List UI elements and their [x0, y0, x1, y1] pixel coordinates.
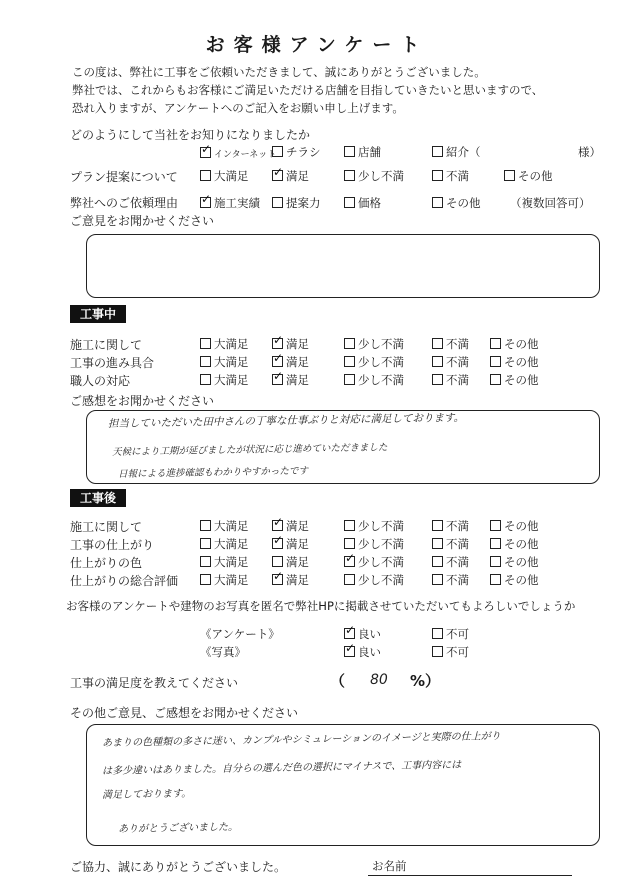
source-internet[interactable]: ✓インターネット [200, 146, 276, 160]
option-label: 少し不満 [358, 373, 404, 387]
option-label: 大満足 [214, 555, 249, 569]
plan-very-satisfied[interactable]: 大満足 [200, 168, 249, 184]
publish-label: お客様のアンケートや建物のお写真を匿名で弊社HPに掲載させていただいてもよろしいでしょうか [66, 599, 576, 613]
name-underline[interactable] [368, 875, 572, 876]
checkbox-icon [344, 374, 355, 385]
checkbox-icon [504, 170, 515, 181]
other-comment-line-1: あまりの色種類の多さに迷い、カンプルやシミュレーションのイメージと実際の仕上がり [101, 731, 501, 749]
plan-unsatisfied[interactable]: 不満 [432, 168, 469, 184]
option-label: 不満 [446, 373, 469, 387]
checkbox-icon [344, 146, 355, 157]
checkbox-icon [490, 538, 501, 549]
checkbox-icon [490, 338, 501, 349]
reason-other[interactable]: その他 [432, 195, 481, 211]
option-label: その他 [504, 519, 539, 533]
during-satisfied-option[interactable] [272, 336, 309, 352]
option-label: 少し不満 [358, 537, 404, 551]
after-other-option[interactable] [490, 554, 539, 570]
during-satisfied-option[interactable] [272, 354, 309, 370]
option-label: その他 [504, 573, 539, 587]
opinion1-label: ご意見をお聞かせください [70, 214, 215, 228]
checkbox-icon [200, 170, 211, 181]
plan-other[interactable]: その他 [504, 168, 553, 184]
during-row-label: 施工に関して [70, 338, 143, 352]
checkbox-icon [272, 574, 283, 585]
section-during: 工事中 [70, 305, 126, 323]
after-satisfied-option[interactable] [272, 572, 309, 588]
option-label: 満足 [286, 519, 309, 533]
checkbox-icon [490, 374, 501, 385]
after-row-label: 工事の仕上がり [70, 538, 155, 552]
after-other-option[interactable] [490, 536, 539, 552]
option-label: 少し不満 [358, 555, 404, 569]
option-label: 満足 [286, 537, 309, 551]
checkbox-icon [344, 574, 355, 585]
during-row-label: 工事の進み具合 [70, 356, 155, 370]
source-referral-suffix: 様） [578, 145, 601, 159]
during-very-satisfied-option[interactable] [200, 354, 249, 370]
checkbox-icon [200, 520, 211, 531]
checkbox-icon [432, 356, 443, 367]
publish-survey-label: 《アンケート》 [200, 627, 280, 641]
checkbox-icon [432, 646, 443, 657]
publish-photo-ng[interactable]: 不可 [432, 644, 469, 660]
checkbox-icon [200, 147, 211, 158]
source-flyer[interactable]: チラシ [272, 144, 321, 160]
checkbox-icon [490, 574, 501, 585]
satisfaction-value[interactable]: 80 [369, 671, 388, 688]
q-source-label: どのようにして当社をお知りになりましたか [70, 128, 311, 142]
plan-satisfied[interactable]: ✓ 満足 [272, 168, 309, 184]
checkbox-icon [200, 538, 211, 549]
option-label: その他 [504, 337, 539, 351]
after-unsatisfied-option[interactable] [432, 518, 469, 534]
other-comment-line-2: は多少違いはありました。自分らの選んだ色の選択にマイナスで、工事内容には [101, 759, 462, 777]
checkbox-icon [272, 374, 283, 385]
after-very-satisfied-option[interactable] [200, 572, 249, 588]
reason-proposal[interactable]: 提案力 [272, 195, 321, 211]
option-label: 大満足 [214, 373, 249, 387]
during-slightly-unsatisfied-option[interactable] [344, 354, 404, 370]
during-other-option[interactable] [490, 372, 539, 388]
checkbox-icon [344, 646, 355, 657]
checkbox-icon [272, 538, 283, 549]
option-label: 不満 [446, 519, 469, 533]
option-label: 大満足 [214, 573, 249, 587]
checkbox-icon [490, 520, 501, 531]
during-slightly-unsatisfied-option[interactable] [344, 336, 404, 352]
after-very-satisfied-option[interactable] [200, 518, 249, 534]
after-very-satisfied-option[interactable] [200, 536, 249, 552]
checkbox-icon [432, 628, 443, 639]
option-label: 不満 [446, 355, 469, 369]
option-label: 大満足 [214, 337, 249, 351]
option-label: 不満 [446, 537, 469, 551]
satisfaction-unit: %） [410, 672, 441, 690]
reason-multiple-note: （複数回答可） [510, 196, 591, 210]
checkbox-icon [432, 556, 443, 567]
checkbox-icon [200, 197, 211, 208]
checkbox-icon [432, 538, 443, 549]
during-unsatisfied-option[interactable] [432, 372, 469, 388]
checkbox-icon [432, 146, 443, 157]
after-satisfied-option[interactable] [272, 536, 309, 552]
after-other-option[interactable] [490, 518, 539, 534]
option-label: 少し不満 [358, 337, 404, 351]
option-label: 不満 [446, 555, 469, 569]
checkbox-icon [344, 628, 355, 639]
during-satisfied-option[interactable] [272, 372, 309, 388]
q-plan-label: プラン提案について [70, 170, 178, 184]
during-comment-line-1: 担当していただいた田中さんの丁寧な仕事ぶりと対応に満足しております。 [107, 411, 465, 430]
option-label: 満足 [286, 355, 309, 369]
checkbox-icon [432, 338, 443, 349]
publish-photo-label: 《写真》 [200, 645, 246, 659]
after-slightly-unsatisfied-option[interactable] [344, 554, 404, 570]
satisfaction-open: （ [330, 672, 346, 690]
option-label: 満足 [286, 337, 309, 351]
reason-price[interactable]: 価格 [344, 195, 381, 211]
checkbox-icon [344, 556, 355, 567]
checkbox-icon [272, 170, 283, 181]
publish-survey-ng[interactable]: 不可 [432, 626, 469, 642]
after-row-label: 仕上がりの総合評価 [70, 574, 179, 588]
option-label: その他 [504, 537, 539, 551]
checkbox-icon [272, 197, 283, 208]
checkbox-icon [200, 556, 211, 567]
checkbox-icon [344, 197, 355, 208]
checkbox-icon [432, 170, 443, 181]
after-row-label: 仕上がりの色 [70, 556, 143, 570]
source-referral[interactable]: 紹介（ [432, 144, 481, 160]
option-label: 少し不満 [358, 355, 404, 369]
checkbox-icon [344, 520, 355, 531]
after-row-label: 施工に関して [70, 520, 143, 534]
during-unsatisfied-option[interactable] [432, 354, 469, 370]
option-label: その他 [504, 355, 539, 369]
checkbox-icon [432, 197, 443, 208]
checkbox-icon [200, 338, 211, 349]
checkbox-icon [490, 556, 501, 567]
option-label: 少し不満 [358, 519, 404, 533]
other-comment-line-4: ありがとうございました。 [117, 821, 239, 835]
satisfaction-label: 工事の満足度を教えてください [70, 676, 239, 690]
section-after: 工事後 [70, 489, 126, 507]
other-comment-line-3: 満足しております。 [101, 788, 192, 801]
option-label: 満足 [286, 373, 309, 387]
intro-line-3: 恐れ入りますが、アンケートへのご記入をお願い申し上げます。 [72, 101, 404, 115]
during-comment-line-2: 天候により工期が延びましたが状況に応じ進めていただきました [111, 442, 388, 458]
option-label: 満足 [286, 555, 309, 569]
option-label: 満足 [286, 573, 309, 587]
during-comment-label: ご感想をお聞かせください [70, 394, 215, 408]
checkbox-icon [272, 356, 283, 367]
checkbox-icon [344, 356, 355, 367]
after-slightly-unsatisfied-option[interactable] [344, 572, 404, 588]
source-store[interactable]: 店舗 [344, 144, 381, 160]
during-very-satisfied-option[interactable] [200, 372, 249, 388]
checkbox-icon [272, 556, 283, 567]
during-slightly-unsatisfied-option[interactable] [344, 372, 404, 388]
checkbox-icon [200, 374, 211, 385]
footer-thanks: ご協力、誠にありがとうございました。 [70, 860, 287, 874]
option-label: 不満 [446, 337, 469, 351]
checkbox-icon [344, 170, 355, 181]
during-comment-line-3: 日報による進捗確認もわかりやすかったです [117, 465, 309, 480]
during-other-option[interactable] [490, 354, 539, 370]
other-label: その他ご意見、ご感想をお聞かせください [70, 706, 299, 720]
during-unsatisfied-option[interactable] [432, 336, 469, 352]
checkbox-icon [272, 520, 283, 531]
name-label: お名前 [372, 859, 407, 873]
opinion1-box[interactable] [86, 234, 600, 298]
checkbox-icon [344, 538, 355, 549]
reason-track-record[interactable]: ✓ 施工実績 [200, 195, 260, 211]
page-title: お客様アンケート [205, 34, 429, 56]
option-label: 不満 [446, 573, 469, 587]
checkbox-icon [272, 338, 283, 349]
checkbox-icon [200, 574, 211, 585]
after-unsatisfied-option[interactable] [432, 554, 469, 570]
option-label: 大満足 [214, 519, 249, 533]
option-label: その他 [504, 555, 539, 569]
option-label: 大満足 [214, 537, 249, 551]
after-slightly-unsatisfied-option[interactable] [344, 536, 404, 552]
during-other-option[interactable] [490, 336, 539, 352]
after-unsatisfied-option[interactable] [432, 572, 469, 588]
checkbox-icon [432, 574, 443, 585]
after-other-option[interactable] [490, 572, 539, 588]
checkbox-icon [344, 338, 355, 349]
after-slightly-unsatisfied-option[interactable] [344, 518, 404, 534]
after-unsatisfied-option[interactable] [432, 536, 469, 552]
q-reason-label: 弊社へのご依頼理由 [70, 196, 179, 210]
during-row-label: 職人の対応 [70, 374, 131, 388]
intro-line-1: この度は、弊社に工事をご依頼いただきまして、誠にありがとうございました。 [72, 65, 486, 79]
checkbox-icon [200, 356, 211, 367]
checkbox-icon [432, 520, 443, 531]
option-label: 大満足 [214, 355, 249, 369]
publish-survey-ok[interactable]: ✓ 良い [344, 626, 381, 642]
checkbox-icon [272, 146, 283, 157]
during-very-satisfied-option[interactable] [200, 336, 249, 352]
option-label: 少し不満 [358, 573, 404, 587]
plan-slightly-unsatisfied[interactable]: 少し不満 [344, 168, 404, 184]
publish-photo-ok[interactable]: ✓ 良い [344, 644, 381, 660]
intro-line-2: 弊社では、これからもお客様にご満足いただける店舗を目指していきたいと思いますので、 [72, 83, 544, 97]
checkbox-icon [490, 356, 501, 367]
checkbox-icon [432, 374, 443, 385]
after-satisfied-option[interactable] [272, 554, 309, 570]
option-label: その他 [504, 373, 539, 387]
after-very-satisfied-option[interactable] [200, 554, 249, 570]
after-satisfied-option[interactable] [272, 518, 309, 534]
